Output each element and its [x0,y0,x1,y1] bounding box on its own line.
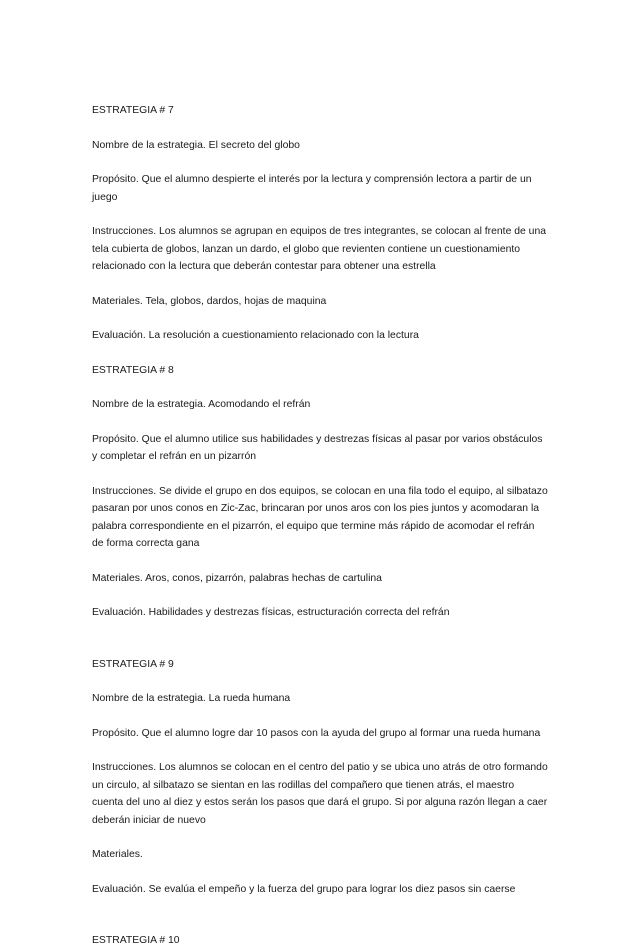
strategy-heading: ESTRATEGIA # 8 [92,364,174,376]
strategy-name: Nombre de la estrategia. El secreto del globo [92,139,300,151]
strategy-instructions: Instrucciones. Se divide el grupo en dos equipos, se colocan en una fila todo el equipo, al silbatazo pasaran por unos conos en Zic-Zac, brincaran por unos aros con los pies juntos y acomodaran la palabra correspondiente en el pizarrón, el equipo que termine más rápido de acomodar el refrán de forma correcta gana [92,485,548,549]
strategy-name: Nombre de la estrategia. La rueda humana [92,693,291,704]
strategy-purpose: Propósito. Que el alumno utilice sus habilidades y destrezas físicas al pasar por varios obstáculos y completar el refrán en un pizarrón [92,433,543,462]
strategy-instructions: Instrucciones. Los alumnos se agrupan en equipos de tres integrantes, se colocan al frente de una tela cubierta de globos, lanzan un dardo, el globo que revienten contiene un cuestionamiento relacionado con la lectura que deberán contestar para obtener una estrella [92,226,547,272]
strategy-materials: Materiales. Aros, conos, pizarrón, palabras hechas de cartulina [92,572,382,584]
strategy-heading: ESTRATEGIA # 9 [92,658,174,670]
strategy-name: Nombre de la estrategia. Acomodando el refrán [92,399,311,410]
strategy-heading: ESTRATEGIA # 10 [92,935,180,946]
strategy-evaluation: Evaluación. Se evalúa el empeño y la fuerza del grupo para lograr los diez pasos sin caerse [92,883,516,895]
strategy-purpose: Propósito. Que el alumno logre dar 10 pasos con la ayuda del grupo al formar una rueda humana [92,727,541,739]
strategy-instructions: Instrucciones. Los alumnos se colocan en el centro del patio y se ubica uno atrás de otro formando un circulo, al silbatazo se sientan en las rodillas del compañero que tienen atrás, el maestro cuenta del uno al diez y estos serán los pasos que dará el grupo. Si por alguna razón llegan a caer deberán iniciar de nuevo [92,762,548,826]
strategy-materials: Materiales. [92,849,143,860]
strategy-evaluation: Evaluación. La resolución a cuestionamiento relacionado con la lectura [92,330,419,341]
strategy-heading: ESTRATEGIA # 7 [92,105,174,116]
strategy-purpose: Propósito. Que el alumno despierte el interés por la lectura y comprensión lectora a partir de un juego [92,174,532,203]
document-body [92,102,548,950]
strategy-materials: Materiales. Tela, globos, dardos, hojas de maquina [92,295,327,307]
strategy-evaluation: Evaluación. Habilidades y destrezas físicas, estructuración correcta del refrán [92,607,450,618]
